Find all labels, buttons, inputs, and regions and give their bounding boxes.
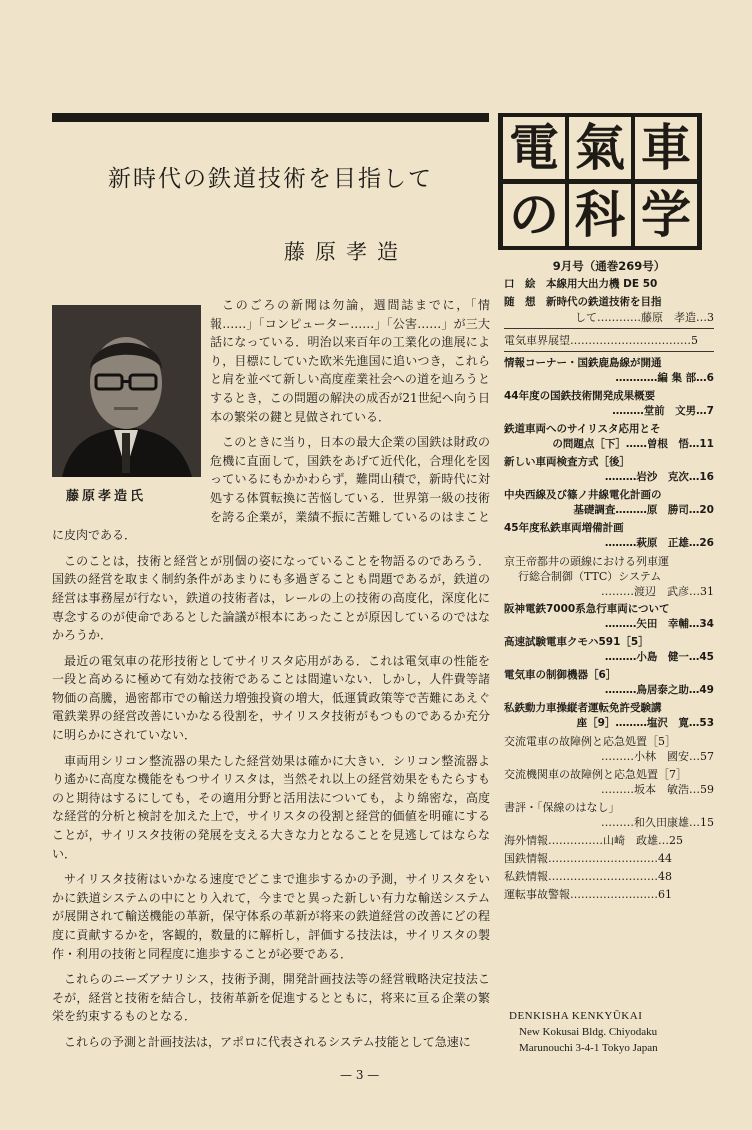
toc-entry[interactable]: [504, 701, 714, 731]
top-rule: [52, 113, 489, 122]
toc-entry-line: ………渡辺 武彦…31: [601, 585, 714, 598]
paragraph: このときに当り，日本の最大企業の国鉄は財政の危機に直面して，国鉄をあげて近代化，合理化を図っているにもかかわらず，難問山積で，新時代に対処する体質転換に苦悩している．世界第一級の技術を誇る企業が，業績不振に苦難しているのはまことに皮肉である．: [52, 435, 490, 543]
paragraph: これらのニーズアナリシス，技術予測，開発計画技法等の経営戦略決定技法こそが，経営と技術を結合し，技術革新を促進するとともに，将来に亘る企業の繁栄を約束するものとなる．: [52, 972, 490, 1024]
toc-entry-line: 書評・「保線のはなし」: [504, 801, 620, 814]
toc-entry-line: ………萩原 正雄…26: [604, 537, 714, 549]
toc-entry-line: ………和久田康雄…15: [601, 816, 714, 829]
toc-entry[interactable]: [504, 488, 714, 518]
toc-entry-line: 情報コーナー・国鉄鹿島線が開通: [504, 357, 662, 369]
toc-entry-line: 阪神電鉄7000系急行車両について: [504, 603, 670, 615]
toc-entry-line: …………編 集 部…6: [615, 372, 714, 384]
toc-entry[interactable]: [504, 389, 714, 419]
toc-entry-line: 京王帝都井の頭線における列車運: [504, 555, 669, 568]
toc-entry[interactable]: [504, 734, 714, 764]
toc-entries: [504, 277, 714, 902]
toc-entry[interactable]: [504, 887, 714, 902]
masthead-char: 科: [569, 184, 631, 246]
toc-entry-line: 私鉄情報…………………………48: [504, 870, 672, 883]
toc-entry-line: 基礎調査………原 勝司…20: [573, 504, 714, 516]
toc-entry[interactable]: [504, 602, 714, 632]
toc-entry-line: ………坂本 敏浩…59: [601, 783, 714, 796]
toc-entry[interactable]: [504, 554, 714, 599]
photo-spacer: [52, 296, 210, 508]
toc-entry-line: 座［9］………塩沢 寛…53: [576, 717, 714, 729]
toc-entry-line: 随 想 新時代の鉄道技術を目指: [504, 296, 662, 308]
publisher-address: [509, 1008, 705, 1056]
article-body: [52, 296, 490, 1059]
toc-entry-line: ………小島 健一…45: [604, 651, 714, 663]
toc-entry-line: 新しい車両検査方式［後］: [504, 456, 630, 468]
toc-entry-line: 高速試験電車クモハ591［5］: [504, 636, 649, 648]
paragraph: このことは，技術と経営とが別個の姿になっていることを物語るのであろう．国鉄の経営を取まく制約条件があまりにも多過ぎることも問題であるが，鉄道の経営は事務屋が行ない，鉄道の技術者は，レールの上の技術の高度化，深度化に専念するのが使命であるとした論議が根本にあったことが原因しているのではなかろうか．: [52, 553, 490, 643]
toc-entry-line: 私鉄動力車操縦者運転免許受験講: [504, 702, 662, 714]
toc-entry[interactable]: [504, 277, 714, 292]
toc-entry[interactable]: [504, 767, 714, 797]
toc-entry-line: ………鳥居泰之助…49: [604, 684, 714, 696]
toc-entry-line: 45年度私鉄車両増備計画: [504, 522, 624, 534]
table-of-contents: [504, 258, 714, 905]
toc-entry-line: 海外情報……………山崎 政雄…25: [504, 834, 683, 847]
toc-entry[interactable]: [504, 635, 714, 665]
masthead-char: 電: [503, 117, 565, 179]
toc-entry-line: 交流電車の故障例と応急処置［5］: [504, 735, 676, 748]
toc-entry[interactable]: [504, 800, 714, 830]
issue-label: 9月号（通巻269号）: [552, 259, 666, 273]
masthead-char: 車: [635, 117, 697, 179]
masthead-char: 学: [635, 184, 697, 246]
paragraph: 車両用シリコン整流器の果たした経営効果は確かに大きい．シリコン整流器より遙かに高度な機能をもつサイリスタは，当然それ以上の経営効果をもたらすものと期待はするにしても，その適用分野と活用法についても，より綿密な，高度な経営的分析と検討を加えた上で，サイリスタの役割と経営的価値を明確にすることが，サイリスタ技術の発展を支える大きな力となることを見逃してはならない．: [52, 753, 490, 861]
address-line: Marunouchi 3-4-1 Tokyo Japan: [519, 1042, 658, 1054]
toc-entry-line: 鉄道車両へのサイリスタ応用とそ: [504, 423, 661, 435]
address-line: New Kokusai Bldg. Chiyodaku: [519, 1026, 658, 1038]
toc-entry[interactable]: [504, 521, 714, 551]
toc-entry-line: ………岩沙 克次…16: [604, 471, 714, 483]
toc-entry-line: 交流機関車の故障例と応急処置［7］: [504, 768, 687, 781]
toc-entry-line: 中央西線及び篠ノ井線電化計画の: [504, 489, 662, 501]
toc-entry[interactable]: [504, 833, 714, 848]
toc-entry[interactable]: [504, 422, 714, 452]
paragraph: 最近の電気車の花形技術としてサイリスタ応用がある．これは電気車の性能を一段と高めるに極めて有効な技術であることは間違いない．しかし，人件費等諸物価の高騰，過密都市での輸送力増強投資の増大，低運賃政策等で苦難にあえぐ電鉄業界の経営改善にいかなる役割を，サイリスタ技術がもつものであるか充分に明らかにされていない．: [52, 653, 490, 743]
toc-entry-line: 国鉄情報…………………………44: [504, 852, 672, 865]
toc-entry[interactable]: [504, 356, 714, 386]
toc-entry[interactable]: [504, 869, 714, 884]
toc-entry-line: 行総合制御（TTC）システム: [518, 570, 662, 583]
toc-entry[interactable]: [504, 668, 714, 698]
toc-entry[interactable]: [504, 295, 714, 325]
toc-separator: [504, 328, 714, 329]
masthead-char: 氣: [569, 117, 631, 179]
masthead-logo: [498, 113, 702, 250]
toc-entry-line: ………小林 國安…57: [601, 750, 714, 763]
publisher-name: DENKISHA KENKYŪKAI: [509, 1010, 643, 1022]
paragraph: サイリスタ技術はいかなる速度でどこまで進歩するかの予測，サイリスタをいかに鉄道システムの中にとり入れて，今までと異った新しい有力な輸送システムが展開されて輸送機能の革新，保守体系の革新が将来の鉄道経営の改善にどの程度に貢献するかを，客観的，数量的に解析し，評価する技法は，サイリスタの製作・利用の技術と同程度に進歩することが必要である．: [52, 872, 490, 961]
toc-entry-line: 電気車の制御機器［6］: [504, 669, 617, 681]
page-number: — 3 —: [340, 1068, 380, 1082]
toc-entry[interactable]: [504, 333, 714, 348]
paragraph: このごろの新聞は勿論，週間誌までに，「情報……」「コンピューター……」「公害……」が三大話になっている．明治以来百年の工業化の進展により，目標にしていた欧米先進国に追いつき，これらと肩を並べて新しい高度産業社会への道を辿ろうとするとき，この問題の解決の成否が21世紀へ向う日本の繁栄の鍵と見做されている．: [210, 298, 490, 424]
toc-entry-line: ………堂前 文男…7: [612, 405, 714, 417]
paragraph: これらの予測と計画技法は，アポロに代表されるシステム技能として急速に: [64, 1034, 471, 1049]
toc-separator: [504, 351, 714, 352]
toc-entry[interactable]: [504, 455, 714, 485]
toc-entry-line: の問題点［下］……曽根 悟…11: [552, 438, 714, 450]
article-title: 新時代の鉄道技術を目指して: [108, 166, 433, 192]
toc-entry-line: 電気車界展望……………………………5: [504, 334, 698, 347]
photo-caption: 藤原孝造氏: [66, 489, 147, 504]
article-author: 藤原孝造: [284, 240, 408, 264]
toc-entry-line: して…………藤原 孝造…3: [575, 311, 714, 324]
toc-entry-line: 口 絵 本線用大出力機 DE 50: [504, 278, 658, 290]
toc-entry[interactable]: [504, 851, 714, 866]
toc-entry-line: 運転事故警報……………………61: [504, 888, 672, 901]
toc-entry-line: 44年度の国鉄技術開発成果概要: [504, 390, 656, 402]
toc-entry-line: ………矢田 幸輔…34: [604, 618, 714, 630]
masthead-char: の: [503, 184, 565, 246]
